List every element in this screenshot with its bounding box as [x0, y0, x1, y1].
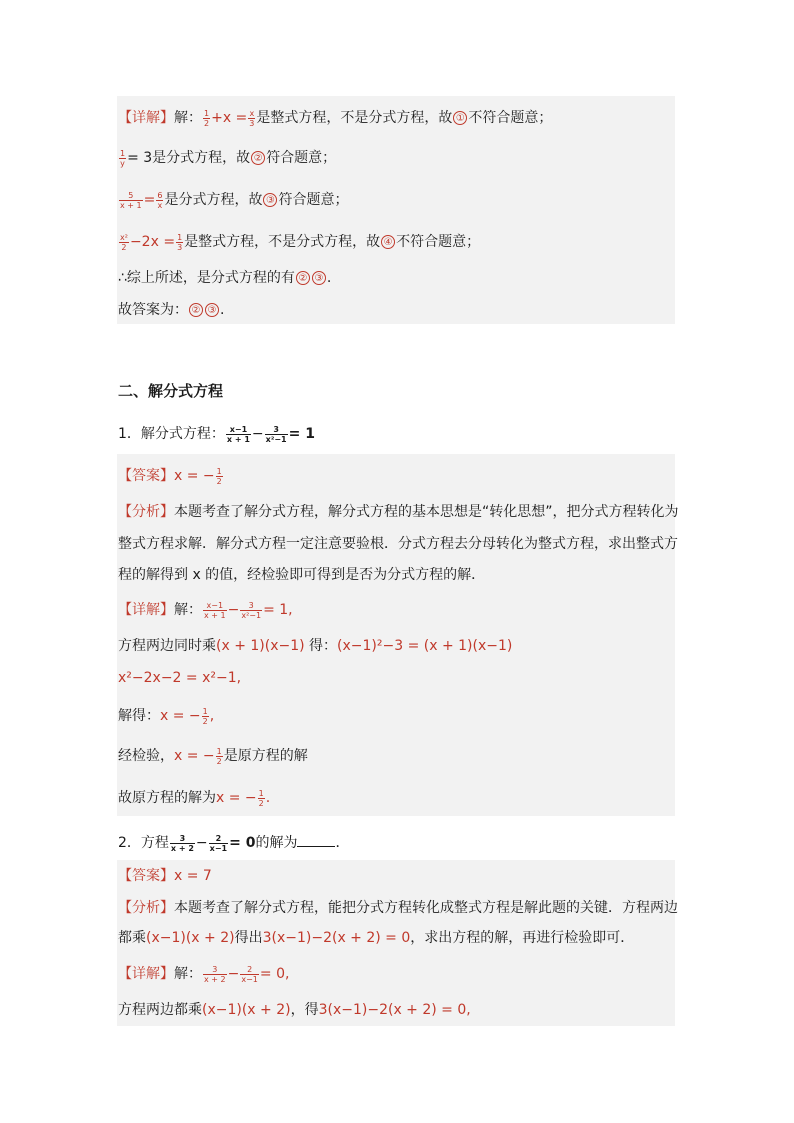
circled-number: ③ — [312, 271, 326, 285]
fraction: $\frac{2}{x-1}$ — [241, 964, 258, 984]
fraction: $\frac{1}{2}$ — [258, 788, 264, 808]
fraction: $\frac{x}{3}$ — [249, 108, 255, 128]
circled-number: ④ — [381, 235, 395, 249]
fraction: $\frac{1}{3}$ — [177, 232, 183, 252]
detail-line-5: 经检验，x = − $\frac{1}{2}$ 是原方程的解 — [118, 746, 308, 766]
solution-box-1 — [117, 96, 675, 324]
question-1: 1．解分式方程： $\frac{x-1}{x + 1}$ − $\frac{3}{\text{x²−1}}$ = 1 — [118, 424, 315, 444]
analysis-line-3: 程的解得到 x 的值，经检验即可得到是否为分式方程的解． — [118, 567, 486, 583]
fraction: $\frac{2}{x-1}$ — [209, 833, 228, 853]
fraction: $\frac{3}{\text{x²−1}}$ — [265, 424, 287, 444]
fraction: $\frac{1}{2}$ — [204, 108, 210, 128]
detail-line-2: $\frac{1}{y}$ = 3是分式方程，故 ② 符合题意； — [120, 148, 337, 168]
circled-number: ③ — [205, 303, 219, 317]
fraction: $\frac{x-1}{x + 1}$ — [204, 600, 226, 620]
fraction: $\frac{\text{x²}}{2}$ — [120, 232, 128, 252]
fraction: $\frac{1}{2}$ — [216, 746, 222, 766]
circled-number: ① — [453, 111, 467, 125]
analysis-line-2: 整式方程求解．解分式方程一定注意要验根．分式方程去分母转化为整式方程，求出整式方 — [118, 536, 678, 552]
fraction: $\frac{3}{x + 2}$ — [170, 833, 194, 853]
analysis-line-1: 【分析】本题考查了解分式方程，解分式方程的基本思想是“转化思想”，把分式方程转化为 — [118, 504, 679, 520]
detail-line-1: 【详解】解： $\frac{3}{x + 2}$ − $\frac{2}{x-1}$ = 0, — [118, 964, 290, 984]
detail-line-6: 故原方程的解为x = − $\frac{1}{2}$ . — [118, 788, 271, 808]
fraction: $\frac{1}{2}$ — [216, 466, 222, 486]
detail-line-4: 解得：x = − $\frac{1}{2}$ , — [118, 706, 215, 726]
detail-line-2: 方程两边同时乘(x + 1)(x−1) 得：(x−1)²−3 = (x + 1)(x−1) — [118, 638, 513, 654]
detail-line-4: $\frac{\text{x²}}{2}$ −2x = $\frac{1}{3}$ 是整式方程，不是分式方程，故 ④ 不符合题意； — [120, 232, 481, 252]
detail-line-1: 【详解】解： $\frac{x-1}{x + 1}$ − $\frac{3}{\text{x²−1}}$ = 1, — [118, 600, 293, 620]
fraction: $\frac{5}{x + 1}$ — [120, 190, 142, 210]
detail-line-1: 【详解】解： $\frac{1}{2}$ +x = $\frac{x}{3}$ 是整式方程，不是分式方程，故 ① 不符合题意； — [118, 108, 553, 128]
summary-line: ∴综上所述，是分式方程的有 ② ③ . — [118, 270, 332, 286]
detail-tag: 【详解】 — [118, 110, 174, 126]
answer-line: 【答案】x = 7 — [118, 868, 212, 884]
circled-number: ② — [296, 271, 310, 285]
fraction: $\frac{3}{\text{x²−1}}$ — [241, 600, 262, 620]
circled-number: ② — [251, 151, 265, 165]
answer-line: 【答案】x = − $\frac{1}{2}$ — [118, 466, 222, 486]
circled-number: ③ — [263, 193, 277, 207]
fraction: $\frac{3}{x + 2}$ — [204, 964, 226, 984]
analysis-line-2: 都乘(x−1)(x + 2)得出3(x−1)−2(x + 2) = 0，求出方程的解，再进行检验即可． — [118, 930, 635, 946]
detail-line-3: $\frac{5}{x + 1}$ = $\frac{6}{x}$ 是分式方程，故 ③ 符合题意； — [120, 190, 349, 210]
fraction: $\frac{x-1}{x + 1}$ — [226, 424, 250, 444]
analysis-line-1: 【分析】本题考查了解分式方程，能把分式方程转化成整式方程是解此题的关键．方程两边 — [118, 900, 678, 916]
circled-number: ② — [189, 303, 203, 317]
question-2: 2．方程 $\frac{3}{x + 2}$ − $\frac{2}{x-1}$ = 0的解为 ． — [118, 833, 350, 853]
detail-line-3: x²−2x−2 = x²−1, — [118, 670, 242, 686]
answer-blank — [297, 832, 335, 847]
fraction: $\frac{1}{y}$ — [120, 148, 126, 168]
detail-line-2: 方程两边都乘(x−1)(x + 2)，得3(x−1)−2(x + 2) = 0, — [118, 1002, 471, 1018]
answer-line: 故答案为： ② ③ . — [118, 302, 225, 318]
section-heading: 二、解分式方程 — [118, 382, 224, 400]
fraction: $\frac{6}{x}$ — [157, 190, 163, 210]
fraction: $\frac{1}{2}$ — [202, 706, 208, 726]
